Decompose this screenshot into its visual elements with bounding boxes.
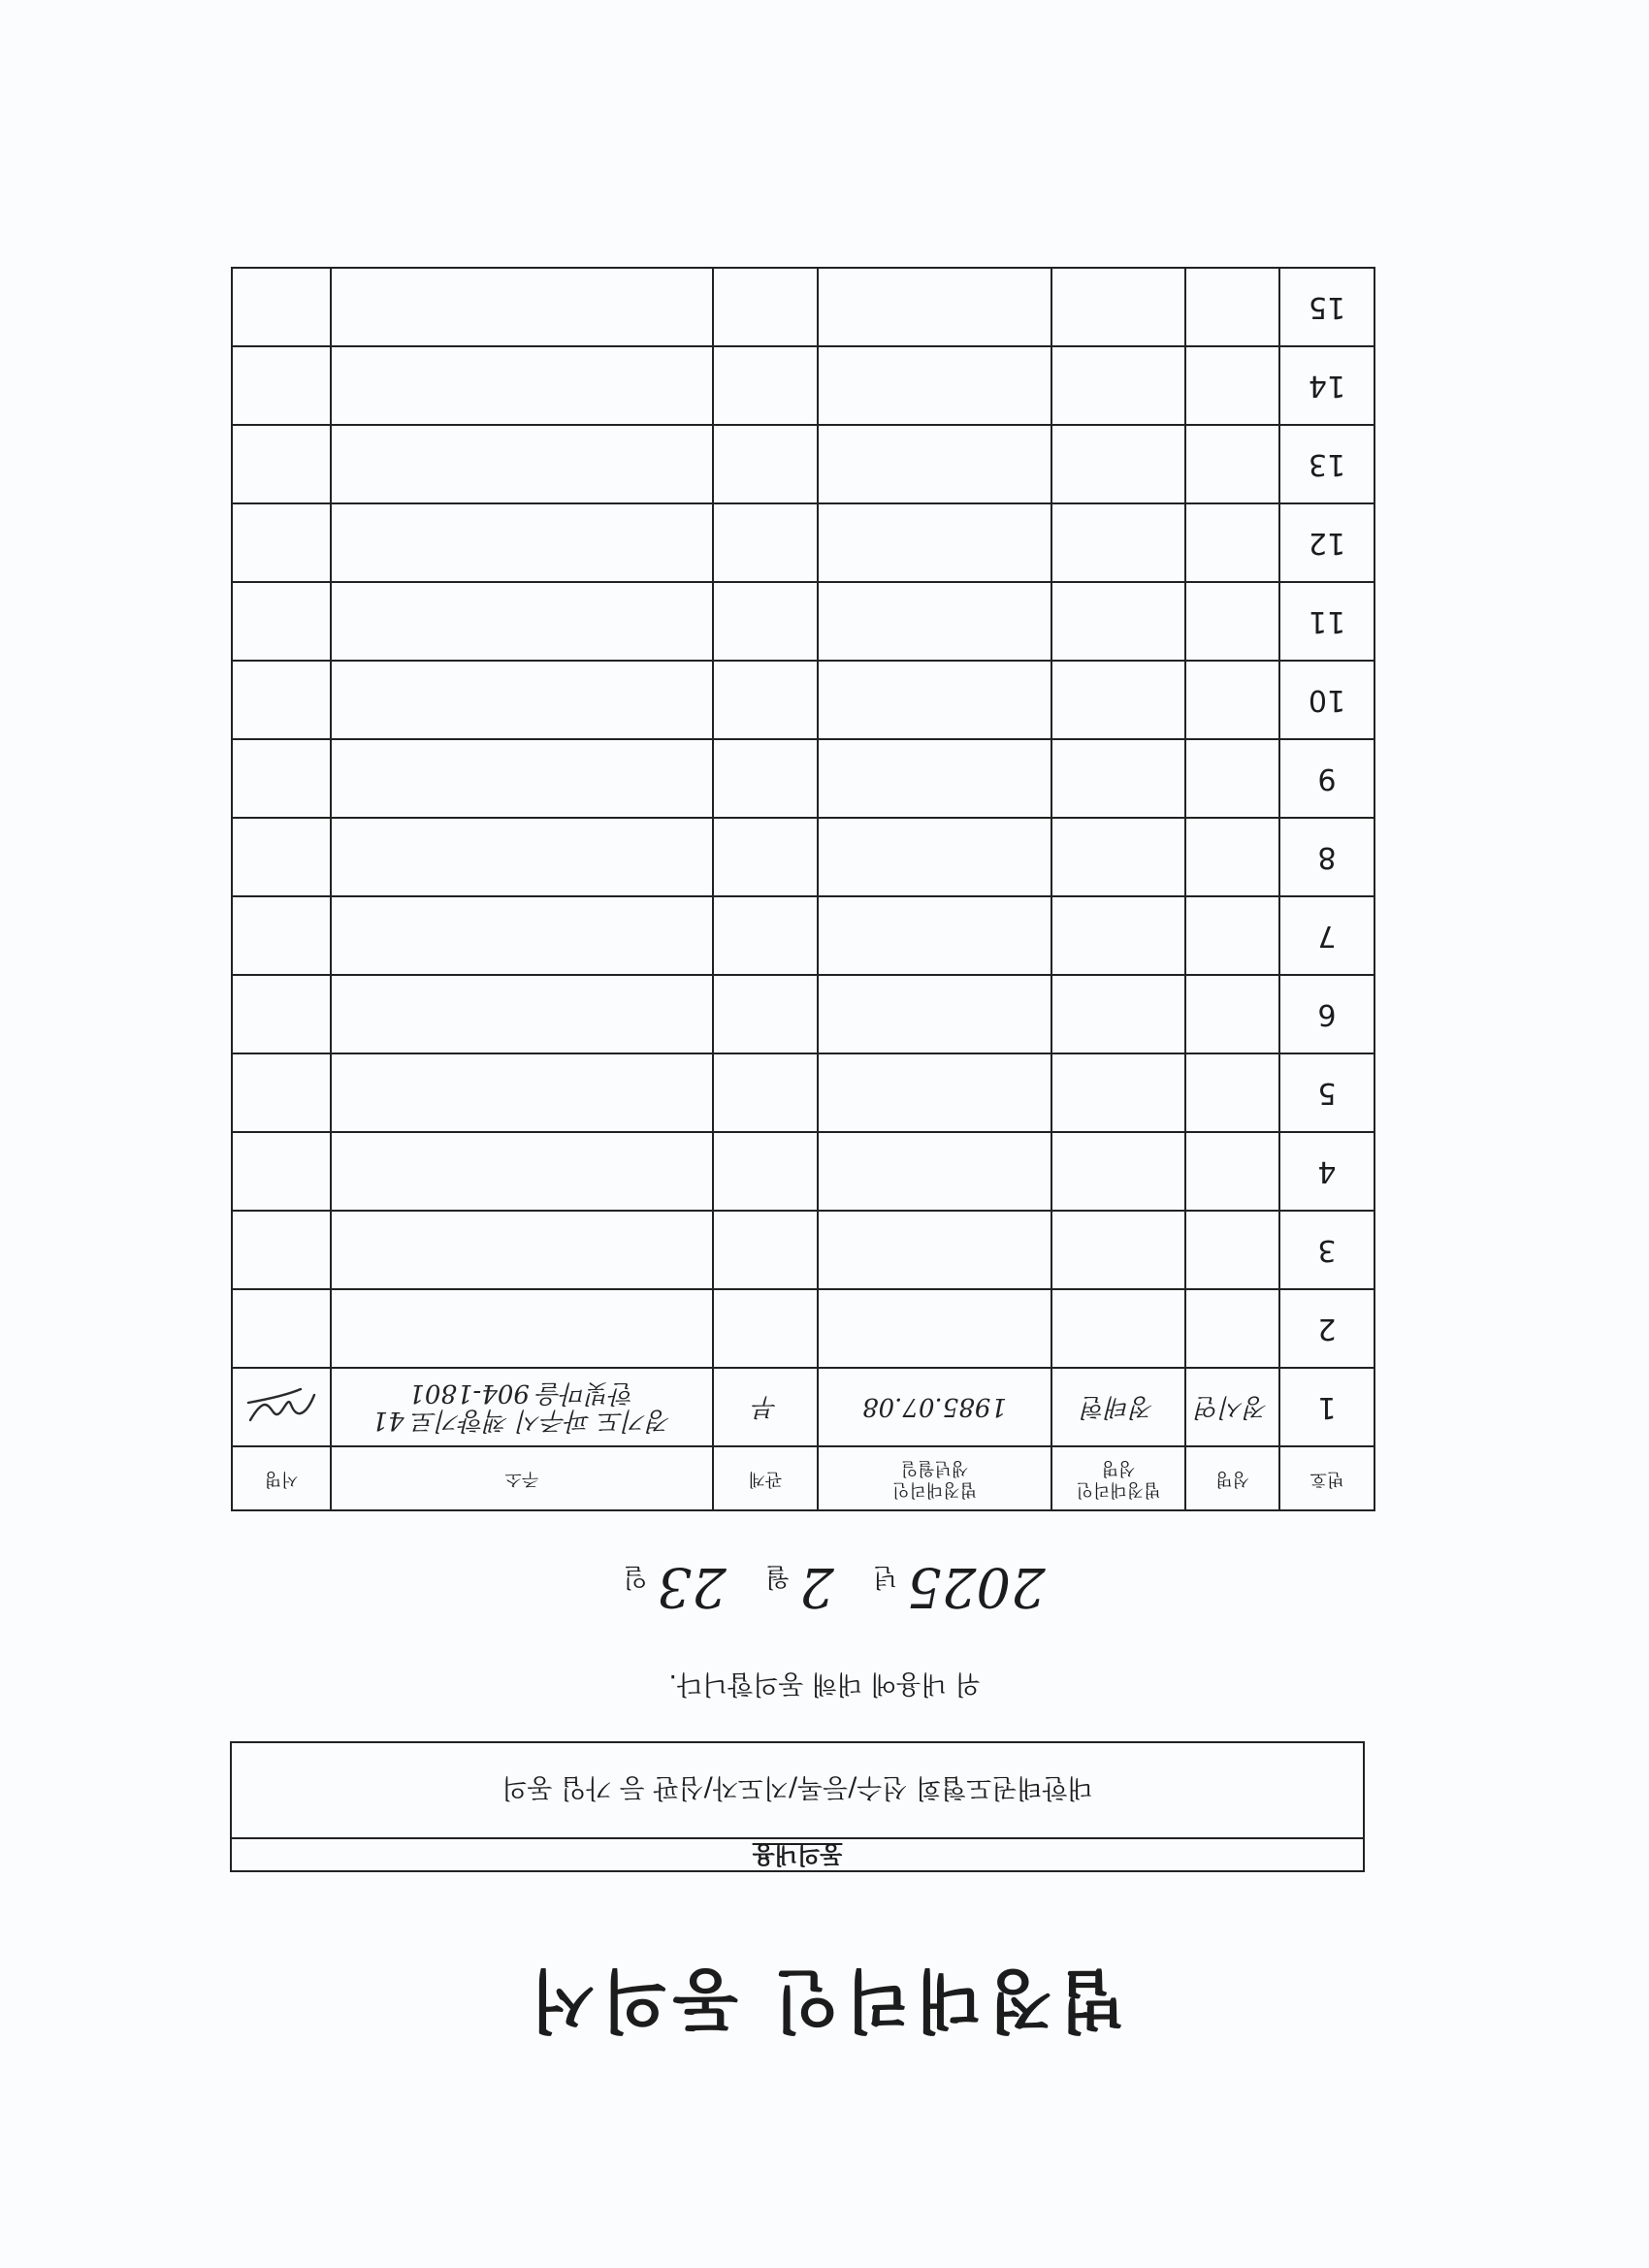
cell-address [331,582,713,661]
cell-signature [232,975,331,1053]
cell-relation [713,425,818,503]
cell-number: 5 [1279,1053,1374,1132]
header-guardian-birth: 법정대리인 생년월일 [818,1446,1051,1510]
cell-guardian-name [1051,268,1185,346]
cell-signature [232,739,331,818]
cell-signature [232,1132,331,1211]
table-row [232,425,1374,503]
cell-guardian-name [1051,425,1185,503]
table-row [232,975,1374,1053]
cell-name [1185,739,1279,818]
cell-address [331,425,713,503]
cell-relation [713,582,818,661]
cell-address [331,896,713,975]
cell-guardian-birth [818,739,1051,818]
cell-guardian-name: 정태현 [1051,1368,1185,1446]
cell-address [331,1211,713,1289]
cell-signature [232,1053,331,1132]
cell-guardian-name [1051,1289,1185,1368]
document-title: 법정대리인 동의서 [524,1960,1125,2040]
table-row [232,896,1374,975]
header-relation: 관계 [713,1446,818,1510]
cell-guardian-birth [818,661,1051,739]
cell-guardian-name [1051,346,1185,425]
cell-relation [713,1053,818,1132]
cell-number: 9 [1279,739,1374,818]
cell-address [331,661,713,739]
cell-address [331,1053,713,1132]
table-row [232,818,1374,896]
table-row [232,268,1374,346]
table-row [232,1132,1374,1211]
header-signature: 서명 [232,1446,331,1510]
cell-guardian-name [1051,1053,1185,1132]
handwritten-signature [242,1380,320,1435]
cell-name [1185,818,1279,896]
header-name: 성명 [1185,1446,1279,1510]
cell-name: 정시연 [1185,1368,1279,1446]
cell-relation [713,818,818,896]
cell-number: 2 [1279,1289,1374,1368]
cell-relation [713,1211,818,1289]
table-row [232,1053,1374,1132]
cell-relation [713,975,818,1053]
cell-signature [232,896,331,975]
cell-name [1185,1132,1279,1211]
cell-name [1185,503,1279,582]
cell-number: 8 [1279,818,1374,896]
cell-name [1185,896,1279,975]
cell-number: 14 [1279,346,1374,425]
table-row [232,582,1374,661]
cell-address [331,346,713,425]
cell-guardian-name [1051,739,1185,818]
table-row [232,1368,1374,1446]
date-month: 2 [799,1555,834,1618]
cell-address [331,975,713,1053]
table-row [232,503,1374,582]
cell-name [1185,1211,1279,1289]
cell-number: 12 [1279,503,1374,582]
cell-number: 10 [1279,661,1374,739]
cell-guardian-name [1051,661,1185,739]
cell-guardian-name [1051,1132,1185,1211]
cell-number: 11 [1279,582,1374,661]
cell-name [1185,268,1279,346]
cell-guardian-birth [818,975,1051,1053]
header-guardian-name: 법정대리인 성명 [1051,1446,1185,1510]
cell-signature [232,268,331,346]
cell-number: 13 [1279,425,1374,503]
cell-guardian-birth [818,582,1051,661]
cell-relation [713,503,818,582]
cell-relation: 부 [713,1368,818,1446]
header-address: 주소 [331,1446,713,1510]
date-month-unit: 월 [765,1562,791,1591]
consent-header: 동의내용 [232,1837,1363,1870]
table-body [232,268,1374,1446]
cell-address: 경기도 파주시 책향기로 41 한빛마을 904-1801 [331,1368,713,1446]
cell-name [1185,975,1279,1053]
signature-date [0,1555,1649,1618]
cell-relation [713,661,818,739]
consent-text: 대한태권도협회 선수/등록/지도자/심판 등 가입 동의 [501,1772,1093,1802]
cell-guardian-name [1051,503,1185,582]
cell-name [1185,425,1279,503]
cell-guardian-birth [818,503,1051,582]
cell-guardian-birth [818,818,1051,896]
cell-number: 15 [1279,268,1374,346]
cell-guardian-birth [818,268,1051,346]
table-row [232,661,1374,739]
table-row [232,739,1374,818]
cell-relation [713,346,818,425]
cell-signature [232,425,331,503]
guardian-table [231,267,1375,1511]
cell-guardian-birth [818,1289,1051,1368]
cell-relation [713,1132,818,1211]
table-row [232,1211,1374,1289]
cell-number: 1 [1279,1368,1374,1446]
cell-guardian-name [1051,1211,1185,1289]
cell-relation [713,268,818,346]
cell-name [1185,1289,1279,1368]
cell-signature [232,1368,331,1446]
cell-signature [232,1289,331,1368]
cell-name [1185,661,1279,739]
cell-guardian-name [1051,975,1185,1053]
cell-name [1185,346,1279,425]
cell-signature [232,818,331,896]
cell-guardian-birth [818,425,1051,503]
cell-address [331,818,713,896]
date-year: 2025 [907,1555,1046,1618]
cell-relation [713,739,818,818]
cell-guardian-name [1051,582,1185,661]
cell-name [1185,582,1279,661]
cell-guardian-birth [818,1132,1051,1211]
cell-relation [713,1289,818,1368]
table-header-row [232,1446,1374,1510]
date-day: 23 [657,1555,727,1618]
cell-guardian-name [1051,896,1185,975]
agree-statement: 위 내용에 대해 동의합니다. [668,1669,981,1699]
cell-address [331,503,713,582]
cell-number: 7 [1279,896,1374,975]
date-year-unit: 년 [873,1562,898,1591]
table-row [232,1289,1374,1368]
cell-guardian-birth [818,896,1051,975]
consent-box [230,1741,1365,1872]
cell-guardian-name [1051,818,1185,896]
cell-number: 6 [1279,975,1374,1053]
cell-guardian-birth [818,346,1051,425]
cell-signature [232,1211,331,1289]
cell-number: 3 [1279,1211,1374,1289]
table-row [232,346,1374,425]
header-number: 번호 [1279,1446,1374,1510]
date-day-unit: 일 [623,1562,648,1591]
cell-signature [232,661,331,739]
cell-guardian-birth: 1985.07.08 [818,1368,1051,1446]
cell-address [331,739,713,818]
cell-guardian-birth [818,1053,1051,1132]
cell-signature [232,346,331,425]
cell-address [331,1132,713,1211]
cell-signature [232,582,331,661]
cell-address [331,1289,713,1368]
cell-name [1185,1053,1279,1132]
cell-guardian-birth [818,1211,1051,1289]
cell-address [331,268,713,346]
cell-signature [232,503,331,582]
cell-relation [713,896,818,975]
cell-number: 4 [1279,1132,1374,1211]
